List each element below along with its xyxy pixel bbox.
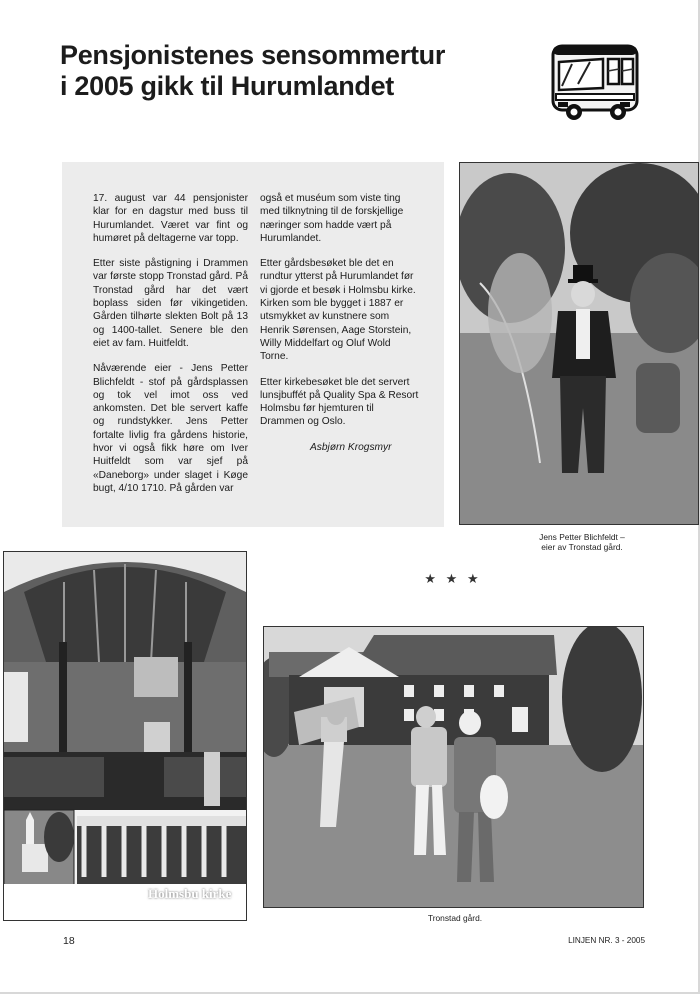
article-paragraph: også et muséum som viste ting med tilknytning til de forskjellige næringer som hadde vært på Hurumlandet. [260, 193, 404, 244]
caption-line: Jens Petter Blichfeldt – [539, 532, 625, 542]
owner-photo-caption [482, 532, 682, 552]
tronstad-farm-image [264, 627, 643, 907]
article-paragraph: 17. august var 44 pensjonister klar for en dagstur med buss til Hurumlandet. Været var fint og humøret på deltagerne var topp. [93, 193, 248, 244]
photo-tronstad-farm [263, 626, 644, 908]
section-divider-stars: ★ ★ ★ [424, 571, 482, 586]
issue-label: LINJEN NR. 3 - 2005 [568, 936, 645, 945]
page-number: 18 [63, 935, 75, 947]
title-line-1: Pensjonistenes sensommertur [60, 40, 446, 70]
title-line-2: i 2005 gikk til Hurumlandet [60, 71, 395, 101]
photo-owner-portrait [459, 162, 699, 525]
article-text-panel [62, 162, 444, 527]
article-paragraph: Etter gårdsbesøket ble det en rundtur ytterst på Hurumlandet før vi gjorde et besøk i Holmsbu kirke. Kirken som ble bygget i 1887 er utsmykket av kunstnere som Henrik Sørensen, Aage Storstein, Willy Middelfart og Oluf Wold Torne. [260, 258, 416, 363]
article-paragraph: Etter kirkebesøket ble det servert lunsjbuffét på Quality Spa & Resort Holmsbu før hjemturen til Drammen og Oslo. [260, 376, 419, 428]
church-photo-label: Holmsbu kirke [148, 886, 232, 901]
author-signature: Asbjørn Krogsmyr [310, 441, 392, 453]
article-paragraph: Etter siste påstigning i Drammen var første stopp Tronstad gård. På Tronstad gård har det vært boplass siden før vikingetiden. Gården tilhørte slekten Bolt på 13 og 1400-tallet. Senere ble den eiet av fam. Huitfeldt. [93, 258, 248, 349]
article-column-1 [93, 192, 248, 507]
caption-line: eier av Tronstad gård. [541, 542, 623, 552]
bus-icon [548, 42, 644, 124]
photo-church-interior [3, 551, 247, 921]
article-paragraph: Nåværende eier - Jens Petter Blichfeldt - stof på gårdsplassen og tok vel imot oss ved ankomsten. Det ble servert kaffe og rundstykker. Jens Petter fortalte livlig fra gårdens historie, hvor vi også fikk høre om Iver Huitfeldt som var sjef på «Daneborg» under slaget i Køge bugt, 4/10 1710. På gården var [93, 363, 248, 494]
article-title [60, 40, 530, 102]
church-interior-image [4, 552, 246, 920]
owner-portrait-image [460, 163, 698, 524]
article-column-2 [260, 192, 420, 454]
farm-photo-caption: Tronstad gård. [427, 913, 483, 923]
